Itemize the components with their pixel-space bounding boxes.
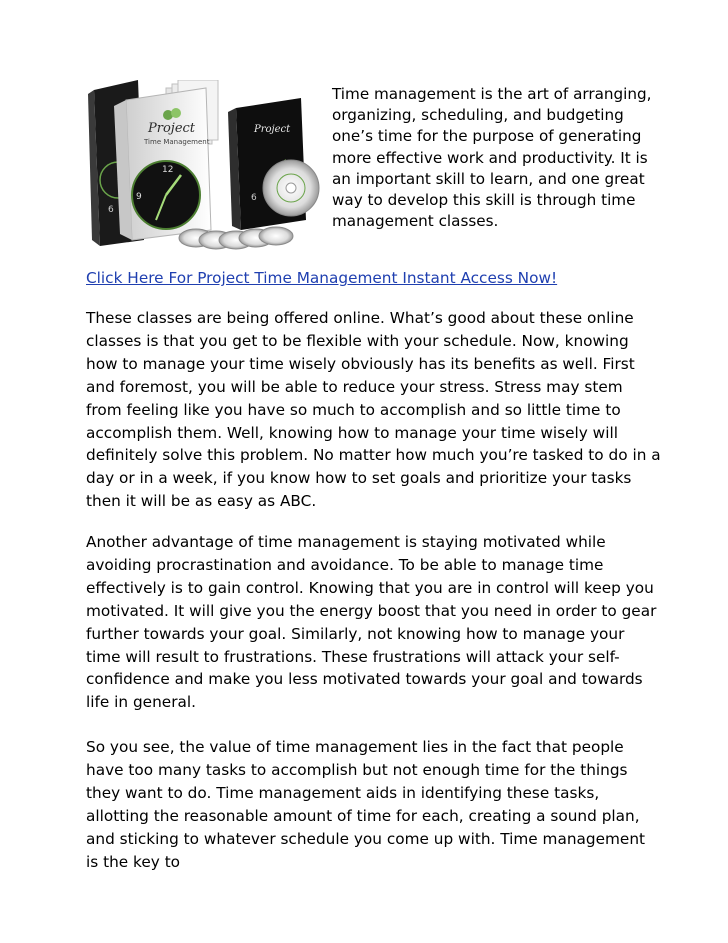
box-title-line1: Project [148, 121, 196, 136]
intro-text: Time management is the art of arranging, organizing, scheduling, and budgeting one’s time for the purpose of generating more effective work and productivity. It is an important skill to learn, and one great way to develop this skill is through time management classes. [332, 85, 652, 231]
box-title-line2: Time Management [144, 138, 210, 146]
cd-disc [263, 160, 319, 216]
svg-text:9: 9 [136, 192, 142, 202]
body-paragraph-2: Another advantage of time management is staying motivated while avoiding procrastination and avoidance. To be able to manage time effectively is to gain control. Knowing that you are in control will keep you motivated. It will give you the energy boost that you need in order to gear further towards your goal. Similarly, not knowing how to manage your time will result to frustrations. These frustrations will attack your self-confidence and make you less motivated towards your goal and towards life in general. [86, 533, 657, 712]
svg-text:12: 12 [162, 165, 174, 175]
disc-row [179, 227, 293, 249]
instant-access-link[interactable]: Click Here For Project Time Management Instant Access Now! [86, 269, 558, 287]
product-box [114, 88, 211, 240]
product-image [86, 80, 326, 250]
body-paragraph-1: These classes are being offered online. What’s good about these online classes is that you get to be flexible with your schedule. Now, knowing how to manage your time wisely obviously has its benefits as well. First and foremost, you will be able to reduce your stress. Stress may stem from feeling like you have so much to accomplish and so little time to accomplish them. Well, knowing how to manage your time wisely will definitely solve this problem. No matter how much you’re tasked to do in a day or in a week, if you know how to set goals and prioritize your tasks then it will be as easy as ABC. [86, 309, 661, 511]
case-title: Project [254, 124, 291, 135]
svg-text:6: 6 [108, 205, 114, 215]
svg-text:6: 6 [251, 193, 257, 203]
body-paragraph-3: So you see, the value of time management lies in the fact that people have too many tasks to accomplish but not enough time for the things they want to do. Time management aids in identifying these tasks, allotting the reasonable amount of time for each, creating a sound plan, and sticking to whatever schedule you come up with. Time management is the key to [86, 738, 646, 871]
